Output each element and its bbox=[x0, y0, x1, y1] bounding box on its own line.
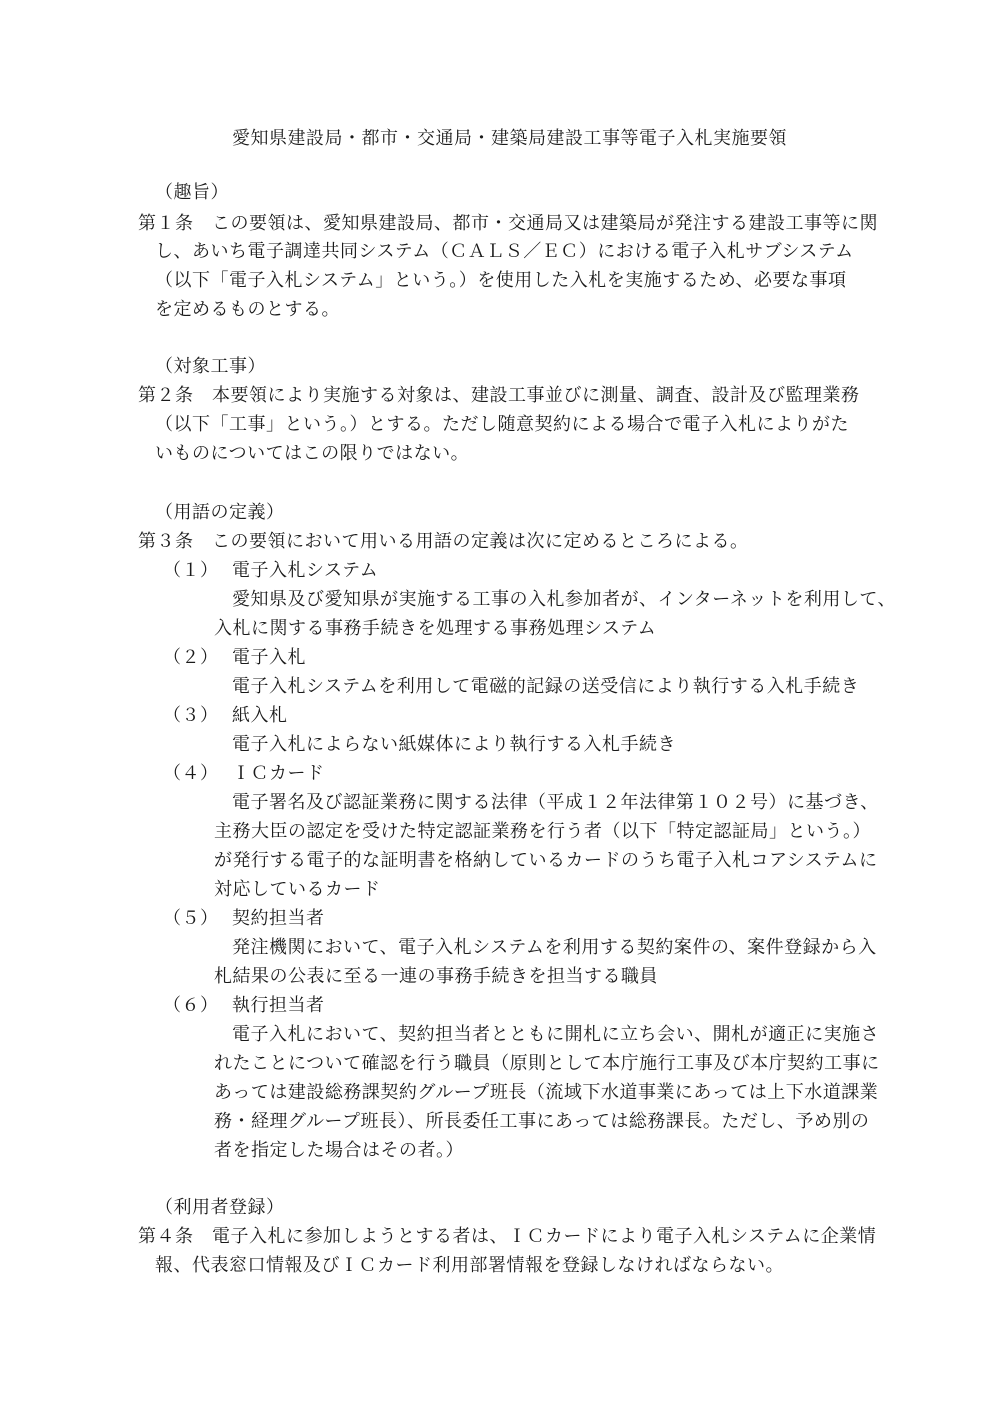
definition-term: 電子入札 bbox=[232, 647, 306, 668]
article-1-line-1: 第１条 この要領は、愛知県建設局、都市・交通局又は建築局が発注する建設工事等に関 bbox=[138, 213, 878, 234]
article-4-heading: （利用者登録） bbox=[155, 1197, 285, 1218]
document-title: 愛知県建設局・都市・交通局・建築局建設工事等電子入札実施要領 bbox=[232, 128, 787, 149]
definition-number: （４） bbox=[163, 763, 219, 784]
definition-text: 務・経理グループ班長）、所長委任工事にあっては総務課長。ただし、予め別の bbox=[214, 1111, 870, 1132]
definition-text: 札結果の公表に至る一連の事務手続きを担当する職員 bbox=[214, 966, 658, 987]
definition-term: 紙入札 bbox=[232, 705, 288, 726]
definition-text: れたことについて確認を行う職員（原則として本庁施行工事及び本庁契約工事に bbox=[214, 1053, 880, 1074]
definition-term: 電子入札システム bbox=[232, 560, 379, 581]
definition-number: （１） bbox=[163, 560, 219, 581]
article-2-line-3: いものについてはこの限りではない。 bbox=[155, 443, 470, 464]
definition-number: （５） bbox=[163, 908, 219, 929]
definition-number: （６） bbox=[163, 995, 219, 1016]
definition-text: 電子署名及び認証業務に関する法律（平成１２年法律第１０２号）に基づき、 bbox=[232, 792, 879, 813]
definition-term: ＩＣカード bbox=[232, 763, 325, 784]
definition-text: 電子入札によらない紙媒体により執行する入札手続き bbox=[232, 734, 676, 755]
definition-text: 電子入札システムを利用して電磁的記録の送受信により執行する入札手続き bbox=[232, 676, 860, 697]
article-1-line-3: （以下「電子入札システム」という。）を使用した入札を実施するため、必要な事項 bbox=[155, 270, 847, 291]
definition-text: が発行する電子的な証明書を格納しているカードのうち電子入札コアシステムに bbox=[214, 850, 878, 871]
definition-text: 発注機関において、電子入札システムを利用する契約案件の、案件登録から入 bbox=[232, 937, 877, 958]
definition-text: 電子入札において、契約担当者とともに開札に立ち会い、開札が適正に実施さ bbox=[232, 1024, 880, 1045]
definition-text: 者を指定した場合はその者。） bbox=[214, 1140, 464, 1161]
definition-number: （２） bbox=[163, 647, 219, 668]
article-2-line-1: 第２条 本要領により実施する対象は、建設工事並びに測量、調査、設計及び監理業務 bbox=[138, 385, 860, 406]
definition-text: 主務大臣の認定を受けた特定認証業務を行う者（以下「特定認証局」という。） bbox=[214, 821, 871, 842]
definition-text: 対応しているカード bbox=[214, 879, 381, 900]
article-1-line-2: し、あいち電子調達共同システム（ＣＡＬＳ／ＥＣ）における電子入札サブシステム bbox=[155, 241, 854, 262]
definition-text: あっては建設総務課契約グループ班長（流域下水道事業にあっては上下水道課業 bbox=[214, 1082, 879, 1103]
article-3-line-1: 第３条 この要領において用いる用語の定義は次に定めるところによる。 bbox=[138, 531, 749, 552]
article-4-line-2: 報、代表窓口情報及びＩＣカード利用部署情報を登録しなければならない。 bbox=[155, 1255, 784, 1276]
article-3-heading: （用語の定義） bbox=[155, 502, 285, 523]
definition-text: 入札に関する事務手続きを処理する事務処理システム bbox=[214, 618, 657, 639]
article-2-heading: （対象工事） bbox=[155, 356, 266, 377]
article-1-line-4: を定めるものとする。 bbox=[155, 299, 340, 320]
article-1-heading: （趣旨） bbox=[155, 182, 229, 203]
definition-term: 契約担当者 bbox=[232, 908, 325, 929]
definition-number: （３） bbox=[163, 705, 219, 726]
article-4-line-1: 第４条 電子入札に参加しようとする者は、ＩＣカードにより電子入札システムに企業情 bbox=[138, 1226, 877, 1247]
article-2-line-2: （以下「工事」という。）とする。ただし随意契約による場合で電子入札によりがた bbox=[155, 414, 849, 435]
definition-term: 執行担当者 bbox=[232, 995, 325, 1016]
definition-text: 愛知県及び愛知県が実施する工事の入札参加者が、インターネットを利用して、 bbox=[232, 589, 897, 610]
